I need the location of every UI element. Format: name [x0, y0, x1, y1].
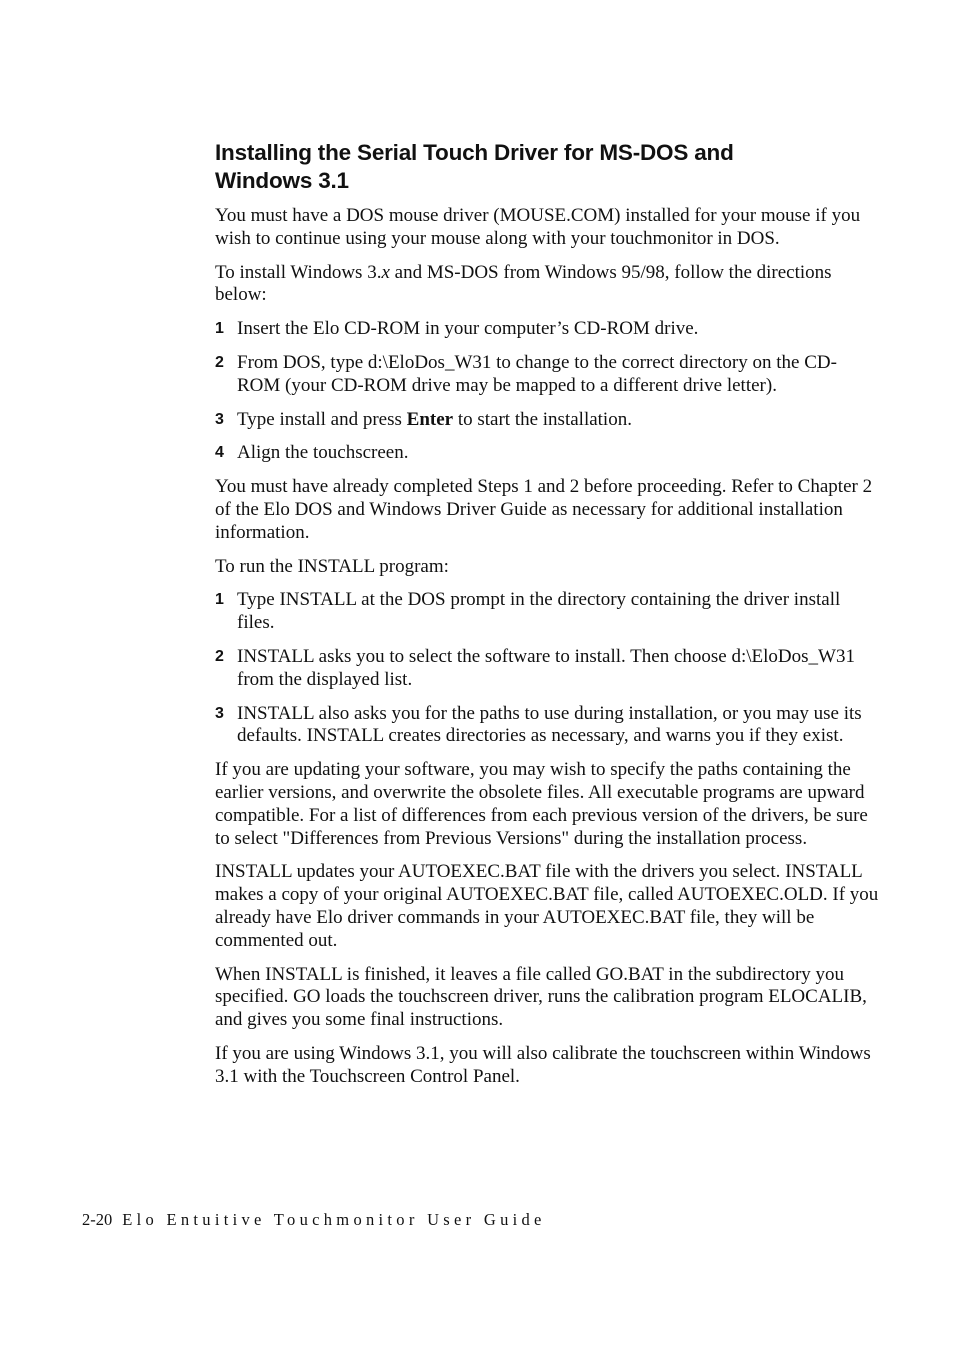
paragraph-windows-calibrate: If you are using Windows 3.1, you will also calibrate the touchscreen within Windows 3.1 with the Touchscreen Control Panel. [215, 1042, 871, 1087]
paragraph-updating: If you are updating your software, you may wish to specify the paths containing the earlier versions, and overwrite the obsolete files. All executable programs are upward compatible. For a list of differences from each previous version of the drivers, be sure to select "Differences from Previous Versions" during the installation process. [215, 759, 868, 849]
section-heading [215, 139, 880, 195]
list-item [215, 409, 880, 432]
paragraph-prerequisites: You must have already completed Steps 1 and 2 before proceeding. Refer to Chapter 2 of the Elo DOS and Windows Driver Guide as necessary for additional installation information. [215, 476, 873, 543]
paragraph-go-bat: When INSTALL is finished, it leaves a file called GO.BAT in the subdirectory you specified. GO loads the touchscreen driver, runs the calibration program ELOCALIB, and gives you some final instructions. [215, 963, 867, 1031]
step-text: Type INSTALL at the DOS prompt in the directory containing the driver install files. [237, 589, 841, 634]
list-item [215, 318, 880, 341]
section-heading-line2: Windows 3.1 [215, 168, 349, 193]
step-text: INSTALL asks you to select the software to install. Then choose d:\EloDos_W31 from the displayed list. [237, 645, 855, 690]
step-number: 3 [215, 410, 224, 428]
list-item [215, 589, 880, 635]
step-number: 1 [215, 320, 224, 338]
step-number: 1 [215, 591, 224, 609]
step-number: 2 [215, 353, 224, 371]
section-heading-line1: Installing the Serial Touch Driver for MS-DOS and [215, 140, 734, 165]
page-number: 2-20 [82, 1210, 113, 1229]
step-text: Align the touchscreen. [237, 442, 409, 464]
page-footer [82, 1209, 546, 1231]
page-content [215, 139, 880, 1100]
step-text: Insert the Elo CD-ROM in your computer’s CD-ROM drive. [237, 318, 699, 340]
step-text: From DOS, type d:\EloDos_W31 to change to the correct directory on the CD-ROM (your CD-ROM drive may be mapped to a different drive letter). [237, 351, 837, 396]
paragraph-autoexec: INSTALL updates your AUTOEXEC.BAT file with the drivers you select. INSTALL makes a copy of your original AUTOEXEC.BAT file, called AUTOEXEC.OLD. If you already have Elo driver commands in your AUTOEXEC.BAT file, they will be commented out. [215, 861, 879, 951]
step-text: Type install and press Enter to start the installation. [237, 408, 632, 430]
step-number: 3 [215, 704, 224, 722]
list-item [215, 703, 880, 749]
paragraph-run-install: To run the INSTALL program: [215, 555, 449, 577]
paragraph-mouse-driver: You must have a DOS mouse driver (MOUSE.COM) installed for your mouse if you wish to continue using your mouse along with your touchmonitor in DOS. [215, 205, 861, 249]
guide-title: Elo Entuitive Touchmonitor User Guide [122, 1210, 546, 1229]
list-item [215, 442, 880, 465]
step-number: 4 [215, 444, 224, 462]
step-number: 2 [215, 647, 224, 665]
list-item [215, 646, 880, 692]
step-text: INSTALL also asks you for the paths to use during installation, or you may use its defaults. INSTALL creates directories as necessary, and warns you if they exist. [237, 702, 862, 747]
paragraph-install-intro: To install Windows 3.x and MS-DOS from Windows 95/98, follow the directions below: [215, 261, 832, 306]
list-item [215, 352, 880, 398]
